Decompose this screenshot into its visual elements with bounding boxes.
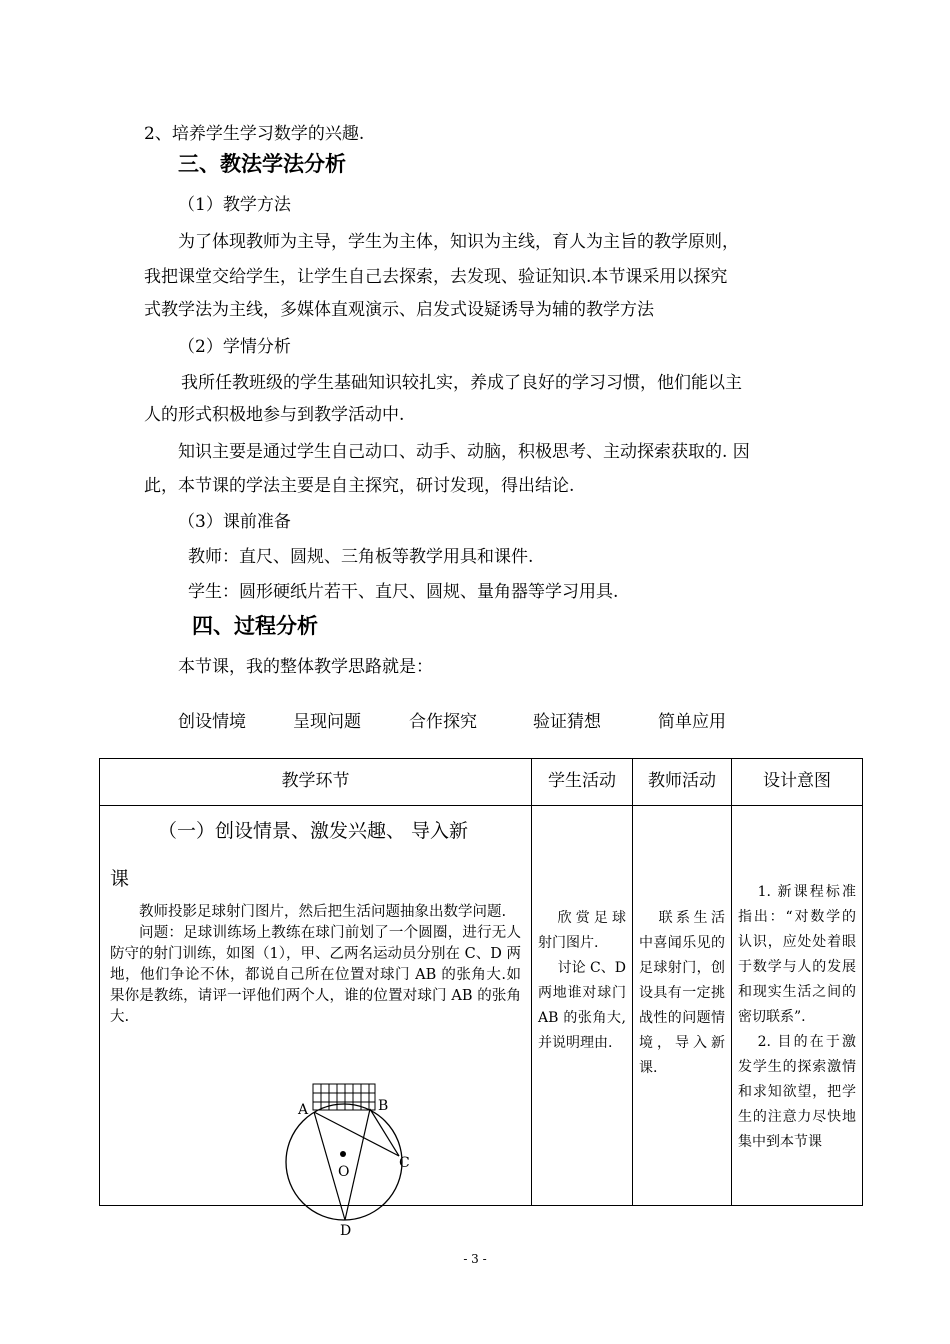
center-point (340, 1151, 346, 1157)
student-activity-cell (532, 806, 633, 1206)
method-line-2: 我把课堂交给学生，让学生自己去探索，去发现、验证知识.本节课采用以探究 (144, 267, 728, 287)
goal-circle-figure (268, 1078, 428, 1238)
situation-line-1: 我所任教班级的学生基础知识较扎实，养成了良好的学习习惯，他们能以主 (181, 373, 742, 393)
header-teacher: 教师活动 (633, 759, 732, 806)
teacher-prep: 教师：直尺、圆规、三角板等教学用具和课件. (188, 547, 534, 567)
stage-intro: 教师投影足球射门图片，然后把生活问题抽象出数学问题. (139, 904, 507, 920)
stage-title: （一）创设情景、激发兴趣、 导入新 (158, 820, 469, 842)
angle-lines (314, 1109, 399, 1220)
student-prep: 学生：圆形硬纸片若干、直尺、圆规、量角器等学习用具. (188, 582, 619, 602)
design-intent-1: 1. 新课程标准指出：“对数学的认识，应处处着眼于数学与人的发展和现实生活之间的密切联系”. (738, 884, 856, 1025)
teacher-activity: 联系生活中喜闻乐见的足球射门，创设具有一定挑战性的问题情境，导入新课. (639, 910, 725, 1076)
section-heading-4: 四、过程分析 (192, 614, 318, 638)
label-d: D (340, 1223, 352, 1238)
training-circle (286, 1104, 402, 1220)
teaching-idea: 本节课，我的整体教学思路就是： (178, 657, 433, 677)
student-activity-2: 讨论 C、D 两地谁对球门 AB 的张角大,并说明理由. (538, 960, 626, 1051)
subheading-situation: （2）学情分析 (178, 337, 291, 357)
design-intent-cell (732, 806, 863, 1206)
header-design: 设计意图 (732, 759, 863, 806)
method-line-1: 为了体现教师为主导，学生为主体，知识为主线，育人为主旨的教学原则， (178, 232, 739, 252)
label-a: A (298, 1102, 309, 1118)
header-stage: 教学环节 (100, 759, 532, 806)
section-heading-3: 三、教法学法分析 (178, 152, 346, 176)
student-activity-1: 欣赏足球射门图片. (538, 910, 626, 951)
label-o: O (338, 1164, 350, 1180)
design-intent-2: 2. 目的在于激发学生的探索激情和求知欲望，把学生的注意力尽快地集中到本节课 (738, 1034, 856, 1150)
header-student: 学生活动 (532, 759, 633, 806)
subheading-method: （1）教学方法 (178, 195, 291, 215)
goal-net-grid (313, 1084, 375, 1110)
goal-item-2: 2、培养学生学习数学的兴趣. (144, 124, 365, 144)
lesson-table (99, 758, 863, 1206)
flow-step-5: 简单应用 (658, 712, 726, 732)
label-b: B (378, 1098, 389, 1114)
subheading-prep: （3）课前准备 (178, 512, 291, 532)
flow-step-1: 创设情境 (178, 712, 246, 732)
method-line-3: 式教学法为主线，多媒体直观演示、启发式设疑诱导为辅的教学方法 (144, 300, 654, 320)
stage-problem: 问题：足球训练场上教练在球门前划了一个圆圈，进行无人防守的射门训练，如图（1），甲、乙两名运动员分别在 C、D 两地，他们争论不休，都说自己所在位置对球门 AB 的张角大.如果你是教练，请评一评他们两个人，谁的位置对球门 AB 的张角大. (110, 925, 521, 1025)
flow-step-2: 呈现问题 (293, 712, 361, 732)
flow-step-4: 验证猜想 (533, 712, 601, 732)
page-number: - 3 - (463, 1252, 487, 1266)
flow-step-3: 合作探究 (409, 712, 477, 732)
teacher-activity-cell (633, 806, 732, 1206)
situation-line-2: 人的形式积极地参与到教学活动中. (144, 405, 405, 425)
label-c: C (399, 1155, 410, 1171)
situation-line-3: 知识主要是通过学生自己动口、动手、动脑，积极思考、主动探索获取的. 因 (178, 442, 750, 462)
situation-line-4: 此，本节课的学法主要是自主探究，研讨发现，得出结论. (144, 476, 575, 496)
stage-title-continued: 课 (110, 868, 130, 890)
